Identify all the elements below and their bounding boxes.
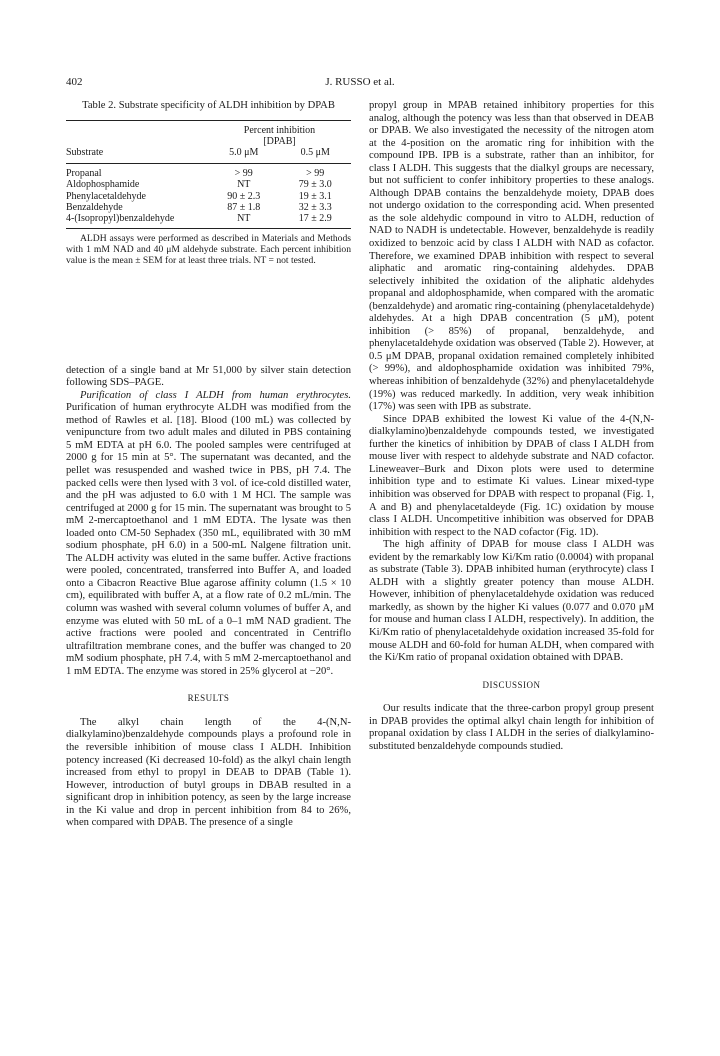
paragraph: propyl group in MPAB retained inhibitory properties for this analog, although the potency was less than that observed in DEAB or DPAB. We also investigated the necessity of the nitrogen atom at the 4-position on the aromatic ring for inhibition with the compound IPB. IPB is a substrate, rather than an inhibitor, for class I ALDH. This suggests that the dialkyl groups are necessary, but not sufficient to confer inhibitory properties to these analogs. Although DPAB contains the benzaldehyde moiety, DPAB does not undergo oxidation to the corresponding acid. When presented as the sole aldehydic compound in vitro to ALDH, reduction of NAD to NADH is undetectable. However, benzaldehyde is readily oxidized to benzoic acid by class I ALDH with NAD as cofactor. Therefore, we examined DPAB inhibition with respect to several aliphatic and aromatic ring-containing aldehydes. DPAB selectively inhibited the oxidation of the aliphatic aldehydes propanal and aldophosphamide, when compared with the aromatic (benzaldehyde) and aromatic ring-containing (phenylacetaldehyde) aldehydes. At a high DPAB concentration (5 μM), potent inhibition (> 85%) of propanal, benzaldehyde, and phenylacetaldehyde oxidation was observed (Table 2). However, at 0.5 μM DPAB, propanal oxidation remained completely inhibited (> 99%), and aldophosphamide oxidation was inhibited 79%, whereas inhibition of benzaldehyde (32%) and phenylacetaldehyde (19%) was reduced markedly. In addition, very weak inhibition (17%) was seen with IPB as substrate. bbox=[369, 100, 654, 413]
left-column bbox=[66, 100, 351, 830]
page-number: 402 bbox=[66, 76, 83, 88]
paragraph: Since DPAB exhibited the lowest Ki value of the 4-(N,N-dialkylamino)benzaldehyde compounds tested, we investigated further the kinetics of inhibition by DPAB of class I ALDH from mouse liver with respect to aldehyde substrate and NAD cofactor. Lineweaver–Burk and Dixon plots were used to determine inhibition type and to estimate Ki values. Linear mixed-type inhibition was observed for DPAB with respect to propanal (Fig. 1, A and B) and phenylacetaldeyde (Fig. 1C) oxidation by mouse class I ALDH. Uncompetitive inhibition was observed for DPAB inhibition with respect to the NAD cofactor (Fig. 1D). bbox=[369, 413, 654, 538]
running-head: J. RUSSO et al. bbox=[325, 76, 395, 88]
paragraph: detection of a single band at Mr 51,000 by silver stain detection following SDS–PAGE. bbox=[66, 364, 351, 389]
table-bottom-rule bbox=[66, 228, 351, 229]
page-header bbox=[66, 76, 654, 92]
paragraph: The alkyl chain length of the 4-(N,N-dialkylamino)benzaldehyde compounds plays a profound role in the reversible inhibition of mouse class I ALDH. Inhibition potency increased (Ki decreased 10-fold) as the alkyl chain length increased from ethyl to propyl in DEAB to DPAB (Table 1). However, introduction of butyl groups in DBAB resulted in a significant drop in inhibition potency, as seen by the large increase in the Ki value and drop in percent inhibition from 84 to 26%, when compared with DPAB. The presence of a single bbox=[66, 716, 351, 829]
table-group-head: Percent inhibition bbox=[243, 124, 316, 136]
table-row: Propanal > 99 > 99 bbox=[66, 167, 325, 179]
substrate-table bbox=[66, 121, 351, 229]
subsection-title: Purification of class I ALDH from human erythrocytes. bbox=[80, 389, 351, 401]
table-row: 4-(Isopropyl)benzaldehyde NT 17 ± 2.9 bbox=[66, 213, 332, 225]
col-head-05um: 0.5 μM bbox=[300, 147, 330, 159]
table-row: Phenylacetaldehyde 90 ± 2.3 19 ± 3.1 bbox=[66, 190, 332, 202]
table-group-subhead: [DPAB] bbox=[263, 135, 296, 147]
discussion-heading: DISCUSSION bbox=[482, 679, 541, 690]
table-row: Benzaldehyde 87 ± 1.8 32 ± 3.3 bbox=[66, 201, 332, 213]
results-heading: RESULTS bbox=[187, 693, 230, 704]
table-caption: Table 2. Substrate specificity of ALDH inhibition by DPAB bbox=[82, 100, 335, 111]
paragraph: Our results indicate that the three-carbon propyl group present in DPAB provides the optimal alkyl chain length for inhibition of propanal oxidation by class I ALDH in the series of dialkylamino-substituted benzaldehyde compounds studied. bbox=[369, 703, 654, 752]
paragraph: The high affinity of DPAB for mouse class I ALDH was evident by the remarkably low Ki/Km ratio (0.0004) with propanal as substrate (Table 3). DPAB inhibited human (erythrocyte) class I ALDH with a slightly greater potency than mouse ALDH. However, inhibition of phenylacetaldehyde oxidation was reduced markedly, as shown by the higher Ki values (0.077 and 0.070 μM for mouse and human class I ALDH, respectively). In addition, the Ki/Km ratio of phenylacetaldehyde oxidation increased 35-fold for mouse ALDH and 60-fold for human ALDH, when compared with the Ki/Km ratio of propanal oxidation obtained with DPAB. bbox=[369, 539, 654, 664]
col-head-5um: 5.0 μM bbox=[229, 147, 259, 159]
right-column bbox=[369, 100, 654, 753]
paragraph: Purification of class I ALDH from human erythrocytes. Purification of human erythrocyte ALDH was modified from the method of Rawles et al. [18]. Blood (100 mL) was collected by venipuncture from two adult males and diluted in PBS containing 5 mM EDTA at pH 6.0. The pooled samples were centrifuged at 2000 g for 15 min at 5°. The supernatant was decanted, and the pellet was resuspended and washed twice in PBS, pH 7.4. The packed cells were then lysed with 3 vol. of ice-cold distilled water, and the pH was adjusted to 6.0 with 1 M HCl. The sample was centrifuged at 2000 g for 15 min. The supernatant was brought to 5 mM 2-mercaptoethanol and 1 mM EDTA. The lysate was then loaded onto CM-50 Sephadex (350 mL, equilibrated with 30 mM sodium phosphate, pH 6.0) in a 500-mL Nalgene filtration unit. The ALDH activity was eluted in the same buffer. Active fractions were pooled, concentrated, transferred into Buffer A, and loaded onto a Cibacron Reactive Blue agarose affinity column (1.5 × 10 cm), equilibrated with buffer A, at a flow rate of 0.2 mL/min. The column was washed with several column volumes of buffer A, and enzyme was eluted with 50 mL of a 0–1 mM NAD gradient. The active fractions were pooled and concentrated in Centriflo ultrafiltration membrane cones, and the buffer was changed to 20 mM sodium phosphate, pH 7.4, with 5 mM 2-mercaptoethanol and 1 mM EDTA. The enzyme was stored in 25% glycerol at −20°. bbox=[66, 389, 351, 677]
col-head-substrate: Substrate bbox=[66, 147, 104, 159]
table-footnote: ALDH assays were performed as described in Materials and Methods with 1 mM NAD and 40 μM aldehyde substrate. Each percent inhibition value is the mean ± SEM for at least three trials. NT = not tested. bbox=[66, 232, 351, 267]
table-row: Aldophosphamide NT 79 ± 3.0 bbox=[66, 179, 332, 191]
